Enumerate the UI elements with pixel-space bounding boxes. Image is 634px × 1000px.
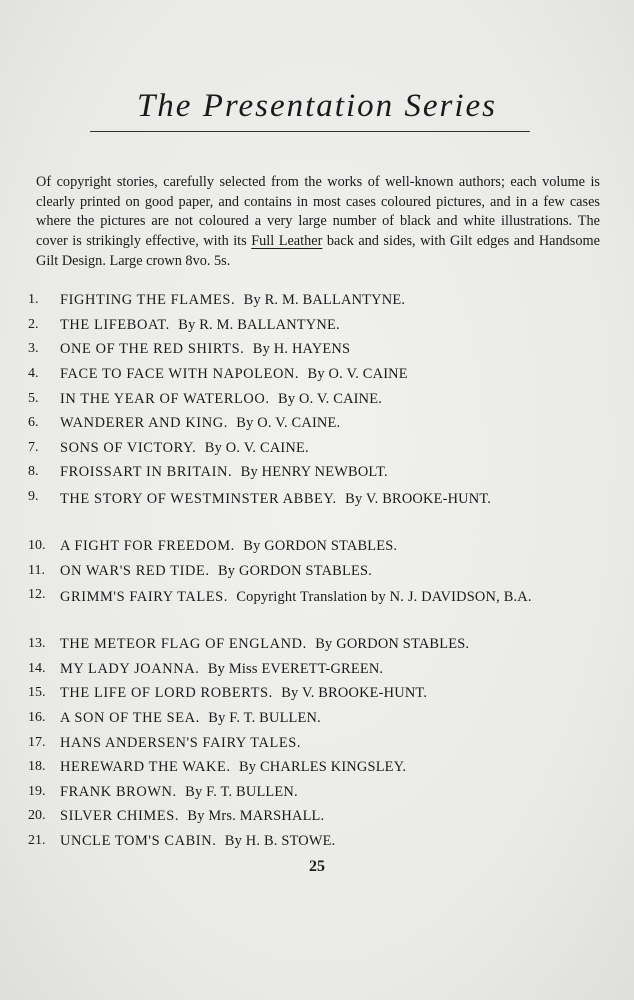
book-author: By CHARLES KINGSLEY. <box>238 759 407 776</box>
book-author: By O. V. CAINE. <box>204 439 309 456</box>
list-item <box>28 730 600 755</box>
list-item <box>28 436 600 461</box>
book-title: THE STORY OF WESTMINSTER ABBEY. <box>60 490 337 507</box>
book-author: By GORDON STABLES. <box>315 636 470 653</box>
list-item <box>28 657 600 682</box>
book-title: ONE OF THE RED SHIRTS. <box>60 341 245 358</box>
list-item <box>28 780 600 805</box>
item-entry <box>60 732 600 754</box>
book-author: By R. M. BALLANTYNE. <box>178 316 340 333</box>
item-number: 5. <box>28 390 39 406</box>
book-author: By R. M. BALLANTYNE. <box>243 292 406 309</box>
list-item <box>28 313 600 338</box>
item-entry <box>60 781 600 803</box>
book-author: By V. BROOKE-HUNT. <box>281 685 428 702</box>
book-author: By F. T. BULLEN. <box>185 783 298 800</box>
item-number: 13. <box>28 636 46 652</box>
list-item <box>28 558 600 583</box>
item-number: 4. <box>28 366 39 382</box>
book-title: A FIGHT FOR FREEDOM. <box>60 538 235 555</box>
book-title: HANS ANDERSEN'S FAIRY TALES. <box>60 734 302 751</box>
item-entry <box>60 388 600 410</box>
intro-text-after: back and sides, with Gilt edges and Handsome Gilt Design. Large crown 8vo. 5s. <box>36 233 600 269</box>
item-number: 19. <box>28 783 46 799</box>
item-number: 21. <box>28 832 46 848</box>
list-item <box>28 632 600 657</box>
book-title: THE LIFE OF LORD ROBERTS. <box>60 685 273 702</box>
book-author: By O. V. CAINE. <box>236 415 341 432</box>
item-entry <box>60 682 600 704</box>
item-entry <box>60 658 600 680</box>
book-title: HEREWARD THE WAKE. <box>60 759 231 776</box>
list-item <box>28 804 600 829</box>
item-number: 20. <box>28 808 46 824</box>
list-item <box>28 755 600 780</box>
item-number: 1. <box>28 292 39 308</box>
list-item <box>28 681 600 706</box>
book-title: FACE TO FACE WITH NAPOLEON. <box>60 366 300 383</box>
book-author: By Mrs. MARSHALL. <box>187 808 325 825</box>
item-number: 3. <box>28 341 39 357</box>
book-title: UNCLE TOM'S CABIN. <box>60 832 217 849</box>
list-item <box>28 829 600 854</box>
item-number: 15. <box>28 685 46 701</box>
item-number: 8. <box>28 464 39 480</box>
item-entry <box>60 830 600 852</box>
item-entry <box>60 805 600 827</box>
list-item <box>28 583 600 632</box>
book-title: FRANK BROWN. <box>60 783 177 800</box>
item-number: 11. <box>28 562 45 578</box>
item-entry <box>60 535 600 557</box>
item-number: 18. <box>28 759 46 775</box>
book-author: By O. V. CAINE <box>307 366 408 383</box>
item-number: 6. <box>28 415 39 431</box>
book-title: IN THE YEAR OF WATERLOO. <box>60 390 270 407</box>
intro-underlined-text: Full Leather <box>251 233 323 250</box>
book-title: A SON OF THE SEA. <box>60 710 200 727</box>
item-number: 12. <box>28 586 46 602</box>
item-number: 10. <box>28 538 46 554</box>
page-title: The Presentation Series <box>136 88 498 124</box>
item-entry <box>60 560 600 582</box>
book-title: THE LIFEBOAT. <box>60 316 170 333</box>
book-author: Copyright Translation by N. J. DAVIDSON, B.A. <box>236 588 532 605</box>
list-item <box>28 460 600 485</box>
intro-text-before: Of copyright stories, carefully selected from the works of well-known authors; each volume is clearly printed on good paper, and contains in most cases coloured pictures, and in a few cases where the pictures are not coloured a very large number of black and white illustrations. The cover is strikingly effective, with its <box>36 174 600 250</box>
page-number: 25 <box>309 858 325 875</box>
item-entry <box>60 586 600 608</box>
book-author: By Miss EVERETT-GREEN. <box>207 660 384 677</box>
item-entry <box>60 437 600 459</box>
list-item <box>28 411 600 436</box>
item-entry <box>60 633 600 655</box>
book-author: By GORDON STABLES. <box>217 562 372 579</box>
book-title: GRIMM'S FAIRY TALES. <box>60 588 228 605</box>
list-item <box>28 362 600 387</box>
item-number: 14. <box>28 660 46 676</box>
book-author: By F. T. BULLEN. <box>208 710 321 727</box>
item-number: 2. <box>28 316 39 332</box>
item-entry <box>60 363 600 385</box>
book-list <box>28 288 600 853</box>
list-item <box>28 706 600 731</box>
book-author: By O. V. CAINE. <box>278 390 383 407</box>
list-item <box>28 288 600 313</box>
book-title: SONS OF VICTORY. <box>60 439 197 456</box>
list-item <box>28 386 600 411</box>
book-title: SILVER CHIMES. <box>60 808 180 825</box>
item-entry <box>60 338 600 360</box>
book-author: By GORDON STABLES. <box>243 538 398 555</box>
item-entry <box>60 707 600 729</box>
book-title: WANDERER AND KING. <box>60 415 228 432</box>
item-entry <box>60 461 600 483</box>
item-number: 7. <box>28 439 39 455</box>
book-title: THE METEOR FLAG OF ENGLAND. <box>60 636 307 653</box>
book-author: By V. BROOKE-HUNT. <box>345 490 492 507</box>
book-title: FROISSART IN BRITAIN. <box>60 464 233 481</box>
item-entry <box>60 756 600 778</box>
book-title: MY LADY JOANNA. <box>60 660 200 677</box>
book-author: By H. B. STOWE. <box>224 832 336 849</box>
list-item <box>28 337 600 362</box>
list-item <box>28 534 600 559</box>
item-number: 17. <box>28 734 46 750</box>
book-author: By H. HAYENS <box>252 341 351 358</box>
book-title: FIGHTING THE FLAMES. <box>60 292 236 309</box>
item-entry <box>60 412 600 434</box>
item-entry <box>60 289 600 311</box>
item-entry <box>60 488 600 510</box>
book-author: By HENRY NEWBOLT. <box>240 464 388 481</box>
item-number: 16. <box>28 710 46 726</box>
intro-paragraph <box>36 173 600 271</box>
list-item <box>28 485 600 534</box>
book-title: ON WAR'S RED TIDE. <box>60 562 210 579</box>
item-entry <box>60 314 600 336</box>
item-number: 9. <box>28 488 39 504</box>
title-rule <box>90 131 530 132</box>
